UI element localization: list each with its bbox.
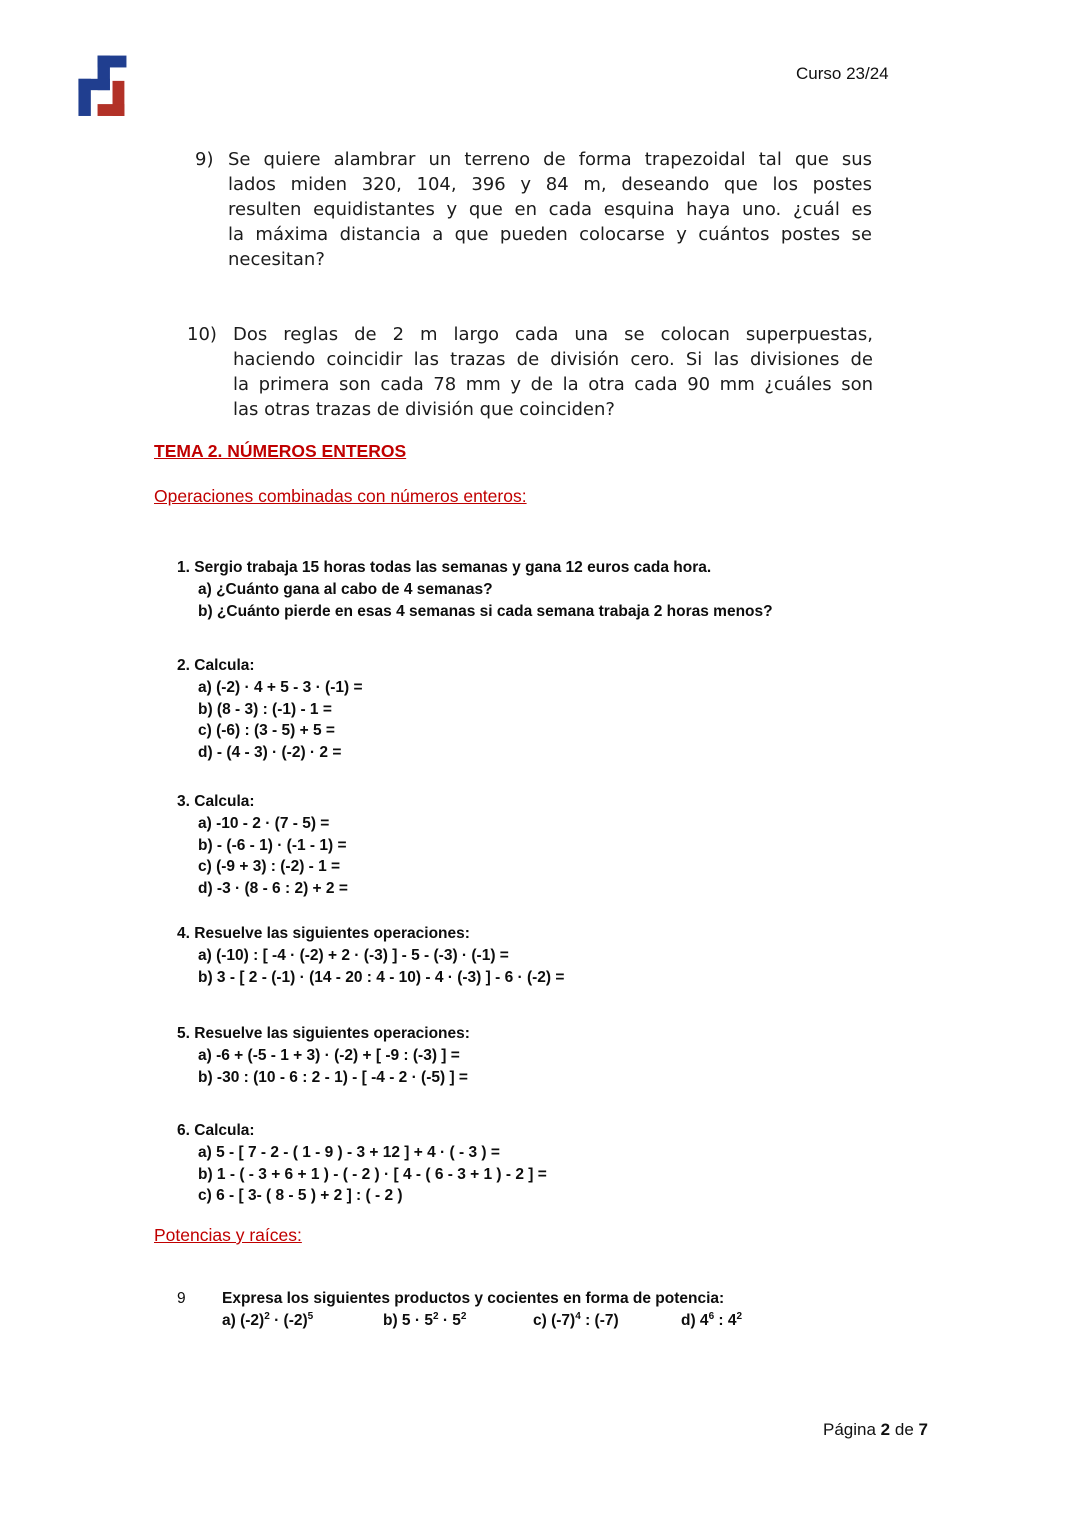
exercise-item: b) $5 \cdot 5^2 \cdot 5^2$ [383, 1310, 467, 1329]
exercise-item: b) ¿Cuánto pierde en esas 4 semanas si cada semana trabaja 2 horas menos? [198, 602, 773, 620]
exponent: 2 [460, 1310, 467, 1322]
exercise-5 [177, 1023, 470, 1088]
problem-line: haciendo coincidir las trazas de división cero. Si las divisiones de [233, 349, 873, 370]
exercise-number: 1. [177, 559, 190, 576]
exercise-number: 2. [177, 657, 190, 674]
problem-line: la primera son cada 78 mm y de la otra cada 90 mm ¿cuáles son [233, 374, 873, 395]
exercise-item: a) (-10) : [ -4 · (-2) + 2 · (-3) ] - 5 - (-3) · (-1) = [198, 946, 509, 964]
exercise-head [177, 791, 348, 813]
footer-current-page: 2 [880, 1420, 891, 1439]
problem-line: lados miden 320, 104, 396 y 84 m, deseando que los postes [228, 174, 872, 195]
exercise-item: b) 3 - [ 2 - (-1) · (14 - 20 : 4 - 10) - 4 · (-3) ] - 6 · (-2) = [198, 968, 565, 986]
exercise-title: Calcula: [194, 1122, 255, 1139]
problem-number: 9) [195, 149, 214, 170]
exponent: 5 [307, 1310, 314, 1322]
exercise-head [177, 1023, 470, 1045]
exercise-title: Calcula: [194, 793, 255, 810]
page-number-footer [823, 1420, 928, 1440]
course-label: Curso 23/24 [796, 64, 889, 83]
exercise-item: d) $4^6$ : $4^2$ [681, 1310, 743, 1329]
exercise-item: d) - (4 - 3) · (-2) · 2 = [198, 744, 342, 762]
exponent: 6 [708, 1310, 715, 1322]
exercise-item: a) -10 - 2 · (7 - 5) = [198, 814, 330, 832]
subsection-potencias: Potencias y raíces: [154, 1225, 302, 1245]
problem-line: resulten equidistantes y que en cada esquina haya uno. ¿cuál es [228, 199, 872, 220]
school-logo [65, 53, 127, 117]
problem-text [228, 147, 872, 272]
exercise-items-row [222, 1310, 742, 1332]
exercise-potencia-9 [177, 1288, 742, 1332]
exercise-number: 3. [177, 793, 190, 810]
exercise-title: Resuelve las siguientes operaciones: [194, 925, 470, 942]
exercise-item: c) 6 - [ 3- ( 8 - 5 ) + 2 ] : ( - 2 ) [198, 1187, 403, 1205]
exercise-item: d) -3 · (8 - 6 : 2) + 2 = [198, 880, 348, 898]
exercise-title: Calcula: [194, 657, 255, 674]
exercise-head [177, 923, 564, 945]
subsection-operaciones: Operaciones combinadas con números enteros: [154, 486, 527, 506]
exercise-3 [177, 791, 348, 900]
exercise-2 [177, 655, 363, 764]
exercise-head [177, 655, 363, 677]
exercise-item: a) ¿Cuánto gana al cabo de 4 semanas? [198, 580, 493, 598]
exercise-4 [177, 923, 564, 988]
exercise-item: c) $(-7)^4$ : (-7) [533, 1310, 619, 1329]
exercise-item: a) -6 + (-5 - 1 + 3) · (-2) + [ -9 : (-3) ] = [198, 1046, 460, 1064]
section-title-tema-2: TEMA 2. NÚMEROS ENTEROS [154, 441, 407, 461]
exercise-title: Expresa los siguientes productos y cocientes en forma de potencia: [222, 1290, 725, 1307]
exercise-title: Sergio trabaja 15 horas todas las semanas y gana 12 euros cada hora. [194, 559, 712, 576]
exercise-number: 6. [177, 1122, 190, 1139]
exercise-item: a) 5 - [ 7 - 2 - ( 1 - 9 ) - 3 + 12 ] + 4 · ( - 3 ) = [198, 1143, 500, 1161]
problem-line: las otras trazas de división que coinciden? [233, 399, 615, 420]
logo-icon [65, 53, 127, 117]
exercise-item: b) -30 : (10 - 6 : 2 - 1) - [ -4 - 2 · (-5) ] = [198, 1068, 468, 1086]
problem-text [233, 322, 873, 422]
footer-total-pages: 7 [918, 1420, 928, 1439]
exercise-1 [177, 557, 773, 622]
problem-line: Dos reglas de 2 m largo cada una se colocan superpuestas, [233, 324, 873, 345]
problem-line: Se quiere alambrar un terreno de forma trapezoidal tal que sus [228, 149, 872, 170]
problem-9 [195, 147, 872, 272]
exponent: 2 [264, 1310, 270, 1322]
problem-10 [187, 322, 873, 422]
exercise-number: 5. [177, 1025, 190, 1042]
problem-line: necesitan? [228, 249, 325, 270]
exercise-item: b) 1 - ( - 3 + 6 + 1 ) - ( - 2 ) · [ 4 - ( 6 - 3 + 1 ) - 2 ] = [198, 1165, 547, 1183]
problem-line: la máxima distancia a que pueden colocarse y cuántos postes se [228, 224, 872, 245]
exercise-item: a) $(-2)^2 \cdot (-2)^5$ [222, 1310, 314, 1329]
exercise-item: c) (-9 + 3) : (-2) - 1 = [198, 858, 341, 876]
exercise-item: b) - (-6 - 1) · (-1 - 1) = [198, 836, 347, 854]
problem-number: 10) [187, 324, 217, 345]
exercise-item: b) (8 - 3) : (-1) - 1 = [198, 700, 332, 718]
footer-middle: de [894, 1420, 914, 1439]
exercise-6 [177, 1120, 547, 1207]
exercise-number: 4. [177, 925, 190, 942]
exercise-head [177, 1288, 742, 1310]
exponent: 2 [432, 1310, 439, 1322]
exercise-head [177, 557, 773, 579]
footer-prefix: Página [823, 1420, 876, 1439]
exercise-item: c) (-6) : (3 - 5) + 5 = [198, 722, 335, 740]
exponent: 2 [736, 1310, 743, 1322]
exercise-title: Resuelve las siguientes operaciones: [194, 1025, 470, 1042]
exponent: 4 [575, 1310, 581, 1322]
exercise-head [177, 1120, 547, 1142]
exercise-item: a) (-2) · 4 + 5 - 3 · (-1) = [198, 678, 363, 696]
exercise-number: 9 [177, 1290, 186, 1307]
